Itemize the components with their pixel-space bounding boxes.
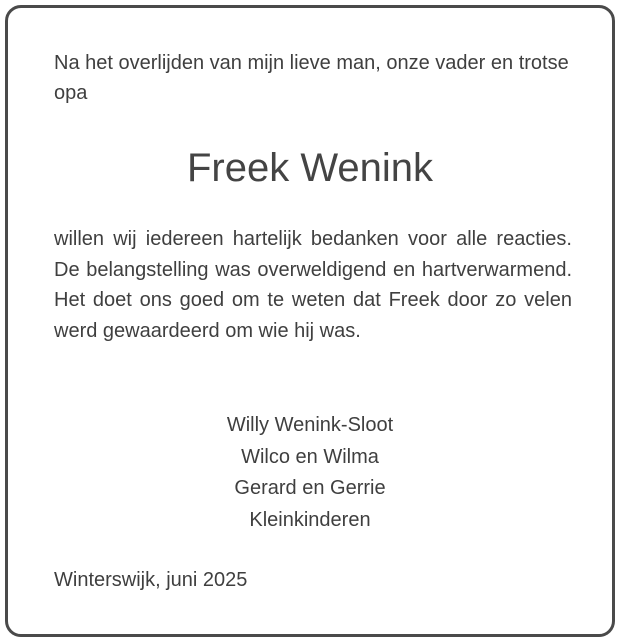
signature-line: Willy Wenink-Sloot bbox=[226, 414, 394, 436]
signature-line: Gerard en Gerrie bbox=[234, 477, 386, 499]
thank-you-message: willen wij iedereen hartelijk bedanken voor alle reacties. De belangstelling was overweldigend en hartverwarmend. Het doet ons goed om te weten dat Freek door zo velen werd gewaardeerd om wie hij was. bbox=[54, 228, 572, 342]
intro-text: Na het overlijden van mijn lieve man, onze vader en trotse opa bbox=[54, 52, 569, 104]
signature-line: Wilco en Wilma bbox=[241, 445, 379, 468]
deceased-name: Freek Wenink bbox=[186, 146, 433, 190]
signature-line: Kleinkinderen bbox=[249, 508, 371, 531]
thank-you-notice-card bbox=[5, 5, 615, 637]
place-and-date: Winterswijk, juni 2025 bbox=[54, 569, 248, 591]
signatures-block bbox=[8, 410, 612, 536]
